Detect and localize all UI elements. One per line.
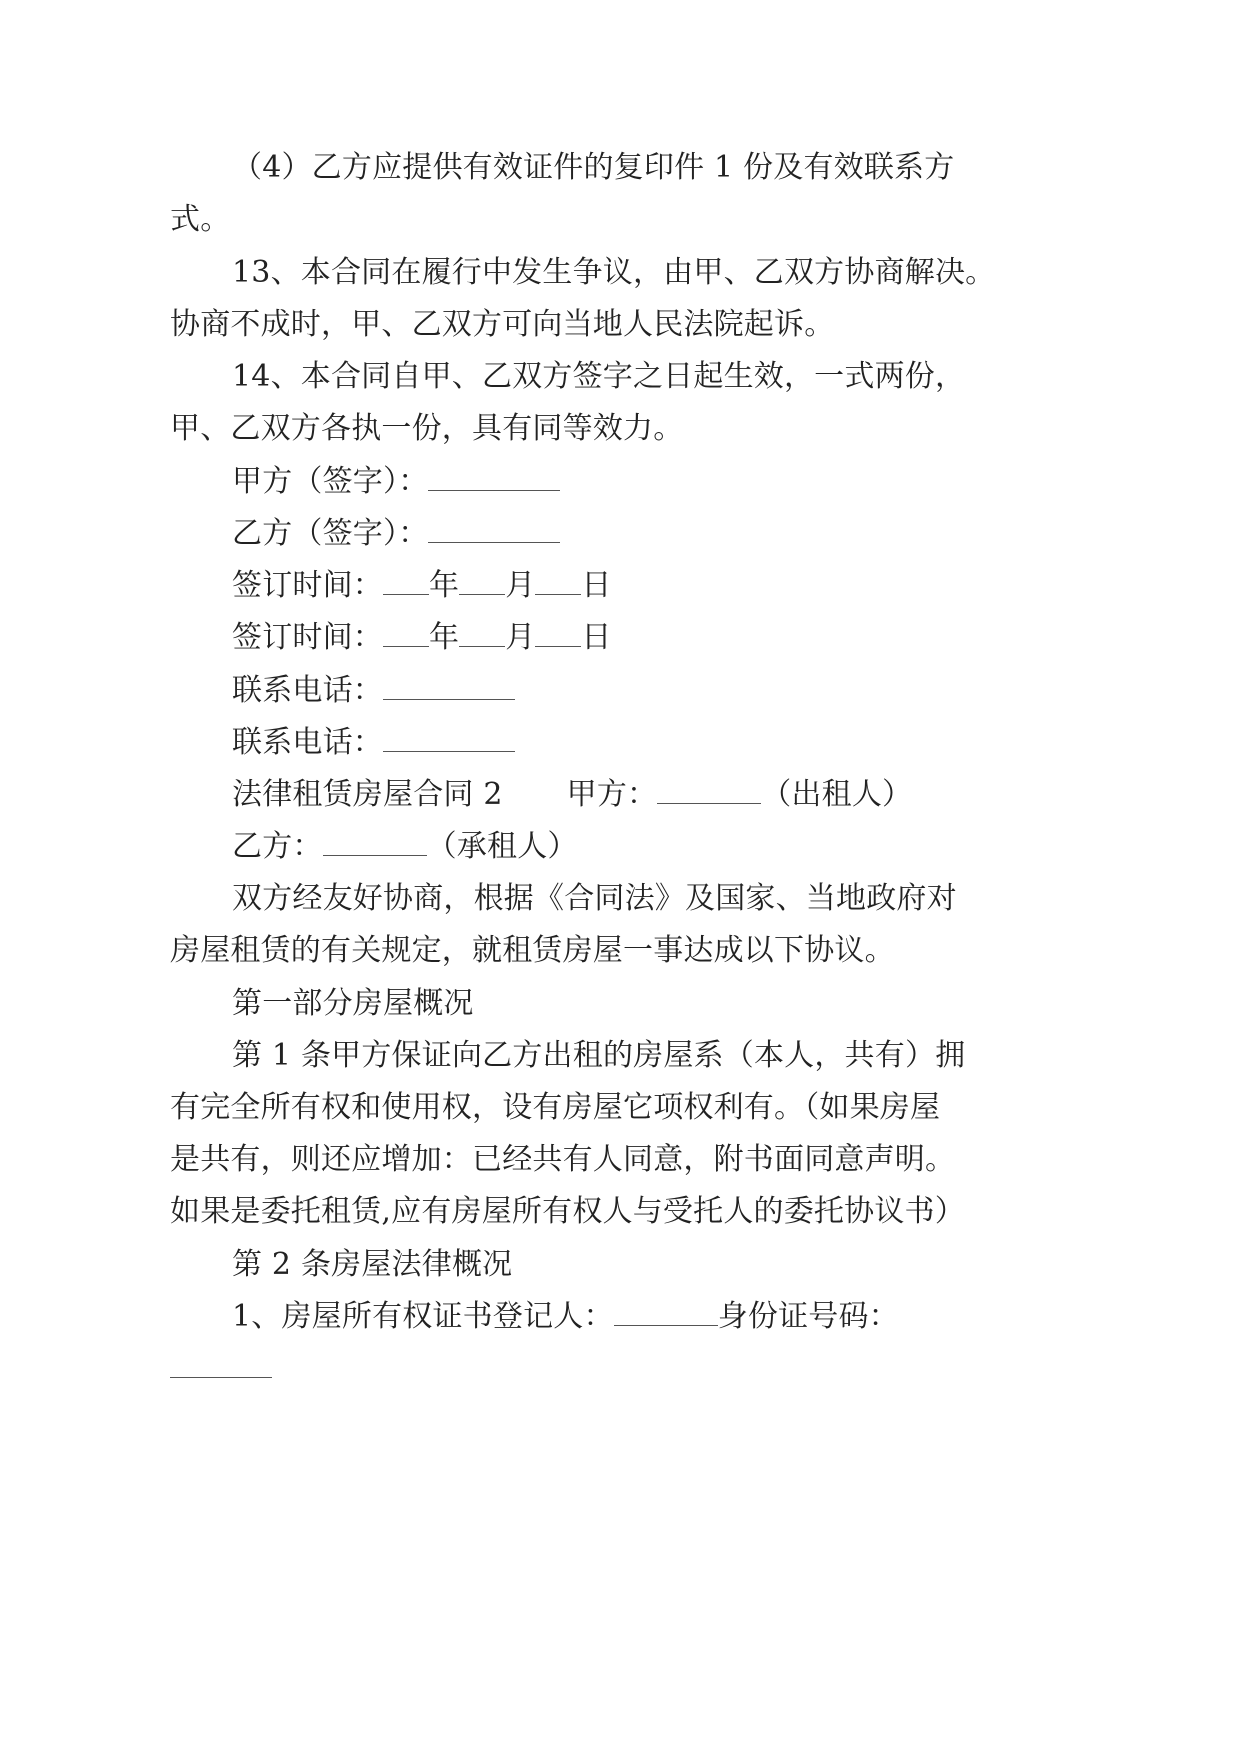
clause-13-line-2: 协商不成时，甲、乙双方可向当地人民法院起诉。 [170, 307, 835, 342]
owner-registration-row [232, 1297, 899, 1337]
year-label: 年 [429, 568, 460, 603]
party-a-signature-row [232, 462, 560, 502]
party-b-signature-row [232, 514, 560, 554]
sign-date-row-2 [232, 618, 612, 658]
article-1-line-2: 有完全所有权和使用权，设有房屋它项权利有。（如果房屋 [170, 1090, 941, 1125]
sign-date-label: 签订时间： [232, 620, 383, 655]
month-label: 月 [505, 568, 536, 603]
clause-12-4-line-1: （4）乙方应提供有效证件的复印件 1 份及有效联系方 [232, 150, 955, 185]
day-blank [535, 618, 581, 647]
party-a-signature-blank [428, 462, 560, 491]
day-label: 日 [581, 620, 612, 655]
clause-14-line-2: 甲、乙双方各执一份，具有同等效力。 [170, 411, 684, 446]
phone-row-1 [232, 671, 515, 711]
year-blank [383, 566, 429, 595]
year-label: 年 [429, 620, 460, 655]
lessor-label: 甲方： [566, 777, 658, 812]
id-number-row [170, 1349, 272, 1389]
agreement-intro-line-2: 房屋租赁的有关规定，就租赁房屋一事达成以下协议。 [170, 933, 895, 968]
owner-registrant-blank [614, 1297, 718, 1326]
contract-2-title-row [232, 775, 912, 815]
lessee-blank [323, 827, 427, 856]
article-1-line-3: 是共有，则还应增加：已经共有人同意，附书面同意声明。 [170, 1142, 956, 1177]
sign-date-label: 签订时间： [232, 568, 383, 603]
lessor-blank [657, 775, 761, 804]
party-b-signature-label: 乙方（签字）： [232, 516, 429, 551]
id-number-blank [170, 1349, 272, 1378]
year-blank [383, 618, 429, 647]
lessee-role: （承租人） [426, 829, 578, 864]
month-blank [459, 618, 505, 647]
month-blank [459, 566, 505, 595]
lessee-label: 乙方： [232, 829, 323, 864]
day-label: 日 [581, 568, 612, 603]
phone-blank [383, 723, 515, 752]
party-a-signature-label: 甲方（签字）： [232, 464, 429, 499]
clause-14-line-1: 14、本合同自甲、乙双方签字之日起生效，一式两份， [232, 359, 966, 394]
lessee-row [232, 827, 578, 867]
section-1-heading: 第一部分房屋概况 [232, 986, 474, 1021]
phone-blank [383, 671, 515, 700]
lessor-role: （出租人） [761, 777, 913, 812]
party-b-signature-blank [428, 514, 560, 543]
owner-registrant-label: 1、房屋所有权证书登记人： [232, 1299, 614, 1334]
phone-row-2 [232, 723, 515, 763]
id-number-label: 身份证号码： [717, 1299, 899, 1334]
article-2-heading: 第 2 条房屋法律概况 [232, 1247, 513, 1282]
phone-label: 联系电话： [232, 725, 383, 760]
day-blank [535, 566, 581, 595]
clause-12-4-line-2: 式。 [170, 202, 231, 237]
clause-13-line-1: 13、本合同在履行中发生争议，由甲、乙双方协商解决。 [232, 255, 996, 290]
article-1-line-4: 如果是委托租赁,应有房屋所有权人与受托人的委托协议书） [170, 1194, 965, 1229]
agreement-intro-line-1: 双方经友好协商，根据《合同法》及国家、当地政府对 [232, 881, 957, 916]
phone-label: 联系电话： [232, 673, 383, 708]
sign-date-row-1 [232, 566, 612, 606]
month-label: 月 [505, 620, 536, 655]
contract-2-title: 法律租赁房屋合同 2 [232, 777, 503, 812]
article-1-line-1: 第 1 条甲方保证向乙方出租的房屋系（本人，共有）拥 [232, 1038, 966, 1073]
